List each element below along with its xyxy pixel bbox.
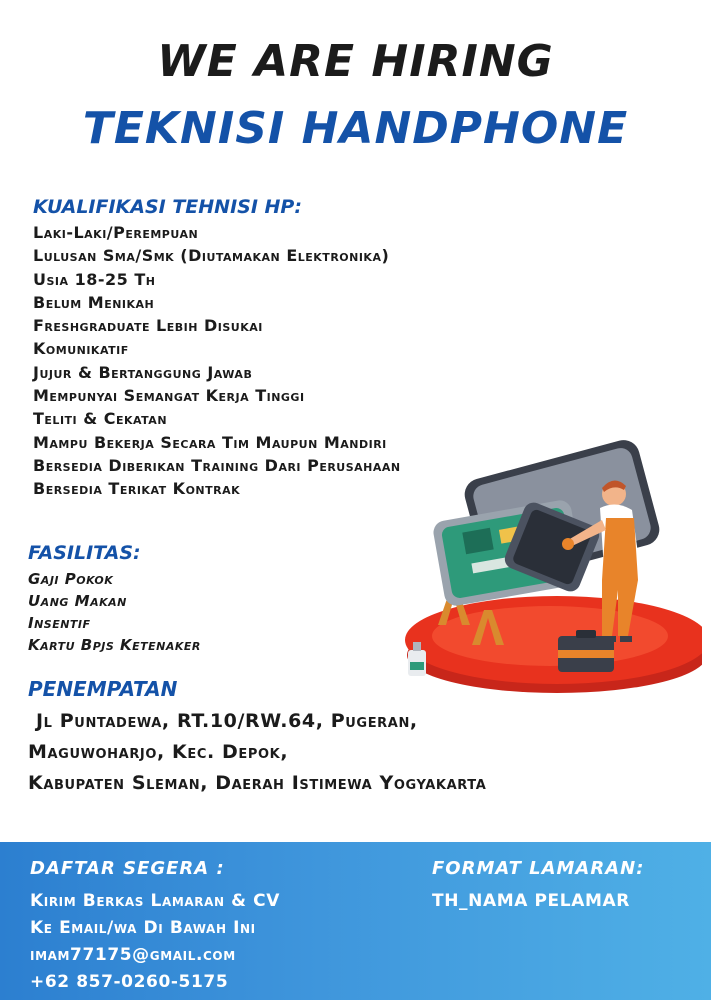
qualification-item: Mempunyai Semangat Kerja Tinggi <box>33 386 305 406</box>
contact-email: imam77175@gmail.com <box>30 945 236 965</box>
apply-footer-banner <box>0 842 711 1000</box>
apply-instruction-line: Kirim Berkas Lamaran & CV <box>30 891 280 911</box>
facility-item: Gaji Pokok <box>28 570 114 588</box>
qualification-item: Teliti & Cekatan <box>33 409 168 429</box>
qualification-item: Belum Menikah <box>33 292 155 312</box>
qualification-item: Lulusan Sma/Smk (Diutamakan Elektronika) <box>33 246 390 266</box>
qualification-item: Komunikatif <box>33 339 129 359</box>
apply-instruction-line: Ke Email/wa Di Bawah Ini <box>30 918 256 938</box>
address-line: Maguwoharjo, Kec. Depok, <box>28 741 289 763</box>
qualification-item: Freshgraduate Lebih Disukai <box>33 316 263 336</box>
qualification-item: Mampu Bekerja Secara Tim Maupun Mandiri <box>33 432 387 452</box>
qualifications-list <box>33 221 401 501</box>
format-value: TH_NAMA PELAMAR <box>432 891 630 911</box>
facility-item: Kartu Bpjs Ketenaker <box>28 636 201 654</box>
apply-instructions <box>30 888 280 996</box>
facility-item: Uang Makan <box>28 592 127 610</box>
placement-address <box>28 706 486 799</box>
qualification-item: Jujur & Bertanggung Jawab <box>33 362 253 382</box>
qualification-item: Bersedia Diberikan Training Dari Perusahaan <box>33 455 401 475</box>
headline-we-are-hiring: WE ARE HIRING <box>157 36 554 87</box>
address-line: Kabupaten Sleman, Daerah Istimewa Yogyakarta <box>28 772 487 794</box>
facility-item: Insentif <box>28 614 91 632</box>
format-title: FORMAT LAMARAN: <box>432 858 645 879</box>
apply-title: DAFTAR SEGERA : <box>30 858 225 879</box>
toolbox-icon <box>558 630 614 672</box>
qualification-item: Bersedia Terikat Kontrak <box>33 479 241 499</box>
address-line: Jl Puntadewa, RT.10/RW.64, Pugeran, <box>36 710 418 732</box>
qualification-item: Laki-Laki/Perempuan <box>33 223 199 242</box>
headline-job-title: TEKNISI HANDPHONE <box>82 103 629 154</box>
placement-title: PENEMPATAN <box>28 677 178 701</box>
facilities-list <box>28 568 201 656</box>
qualifications-title: KUALIFIKASI TEHNISI HP: <box>33 196 302 218</box>
qualification-item: Usia 18-25 Th <box>33 269 156 289</box>
contact-phone: +62 857-0260-5175 <box>30 972 229 992</box>
phone-repair-technician-illustration <box>372 440 702 700</box>
facilities-title: FASILITAS: <box>28 542 141 564</box>
